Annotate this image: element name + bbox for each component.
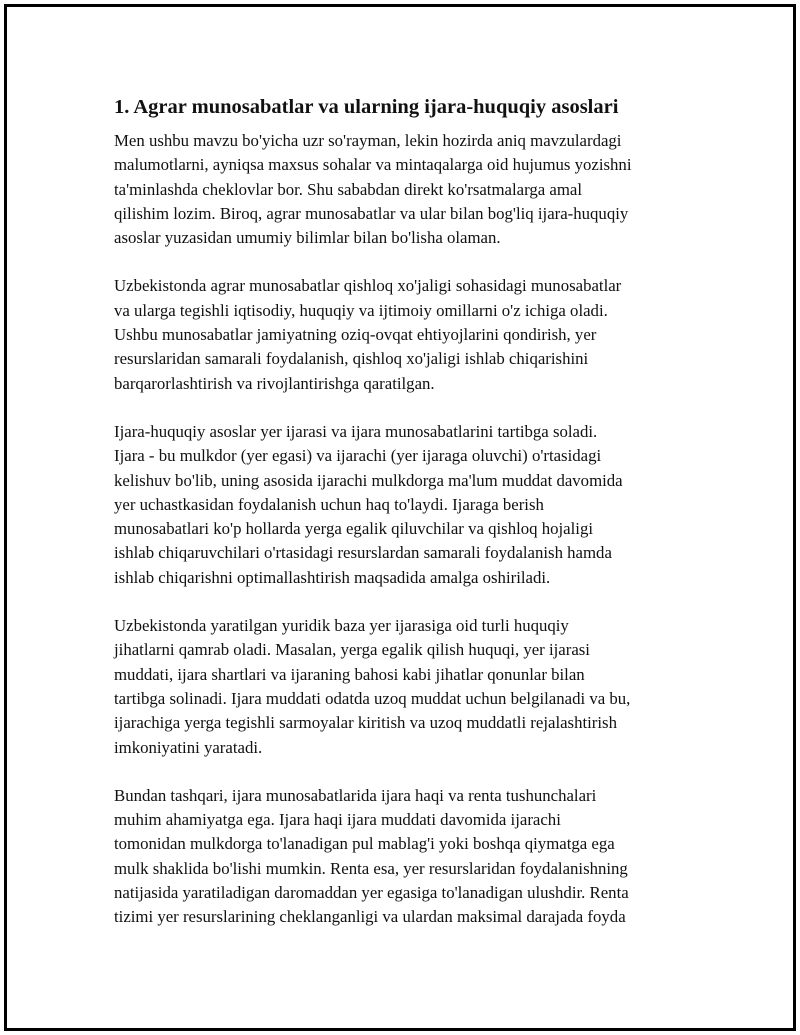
text-line: Ushbu munosabatlar jamiyatning oziq-ovqat ehtiyojlarini qondirish, yer	[114, 325, 597, 345]
paragraph-4	[114, 614, 694, 760]
text-line: resurslaridan samarali foydalanish, qishloq xo'jaligi ishlab chiqarishini	[114, 349, 589, 369]
text-line: munosabatlari ko'p hollarda yerga egalik qiluvchilar va qishloq hojaligi	[114, 519, 593, 539]
paragraph-2	[114, 274, 694, 395]
text-line: ta'minlashda cheklovlar bor. Shu sababdan direkt ko'rsatmalarga amal	[114, 179, 583, 199]
text-line: ijarachiga yerga tegishli sarmoyalar kiritish va uzoq muddatli rejalashtirish	[114, 713, 617, 733]
text-line: Ijara - bu mulkdor (yer egasi) va ijarachi (yer ijaraga oluvchi) o'rtasidagi	[114, 446, 602, 466]
paragraph-1	[114, 129, 694, 250]
text-line: tartibga solinadi. Ijara muddati odatda uzoq muddat uchun belgilanadi va bu,	[114, 688, 631, 708]
text-line: mulk shaklida bo'lishi mumkin. Renta esa, yer resurslaridan foydalanishning	[114, 858, 628, 878]
text-line: kelishuv bo'lib, uning asosida ijarachi mulkdorga ma'lum muddat davomida	[114, 470, 623, 490]
text-line: qilishim lozim. Biroq, agrar munosabatlar va ular bilan bog'liq ijara-huquqiy	[114, 203, 629, 223]
text-line: Bundan tashqari, ijara munosabatlarida ijara haqi va renta tushunchalari	[114, 785, 597, 805]
text-line: muddati, ijara shartlari va ijaraning bahosi kabi jihatlar qonunlar bilan	[114, 664, 585, 684]
text-line: tizimi yer resurslarining cheklanganligi va ulardan maksimal darajada foyda	[114, 907, 626, 927]
text-line: va ularga tegishli iqtisodiy, huquqiy va ijtimoiy omillarni o'z ichiga oladi.	[114, 300, 608, 320]
text-line: jihatlarni qamrab oladi. Masalan, yerga egalik qilish huquqi, yer ijarasi	[114, 640, 590, 660]
text-line: muhim ahamiyatga ega. Ijara haqi ijara muddati davomida ijarachi	[114, 810, 561, 830]
text-line: asoslar yuzasidan umumiy bilimlar bilan bo'lisha olaman.	[114, 228, 501, 248]
text-line: tomonidan mulkdorga to'lanadigan pul mablag'i yoki boshqa qiymatga ega	[114, 834, 615, 854]
text-line: imkoniyatini yaratadi.	[114, 737, 263, 757]
paragraph-5	[114, 784, 694, 930]
text-line: Uzbekistonda yaratilgan yuridik baza yer ijarasiga oid turli huquqiy	[114, 616, 569, 636]
text-line: yer uchastkasidan foydalanish uchun haq to'laydi. Ijaraga berish	[114, 494, 544, 514]
document-body	[114, 94, 694, 954]
text-line: Uzbekistonda agrar munosabatlar qishloq xo'jaligi sohasidagi munosabatlar	[114, 276, 622, 296]
text-line: Ijara-huquqiy asoslar yer ijarasi va ijara munosabatlarini tartibga soladi.	[114, 421, 598, 441]
section-heading: 1. Agrar munosabatlar va ularning ijara-huquqiy asoslari	[114, 96, 619, 118]
paragraph-3	[114, 420, 694, 590]
text-line: ishlab chiqarishni optimallashtirish maqsadida amalga oshiriladi.	[114, 567, 551, 587]
text-line: barqarorlashtirish va rivojlantirishga qaratilgan.	[114, 373, 435, 393]
text-line: Men ushbu mavzu bo'yicha uzr so'rayman, lekin hozirda aniq mavzulardagi	[114, 131, 622, 150]
text-line: natijasida yaratiladigan daromaddan yer egasiga to'lanadigan ulushdir. Renta	[114, 883, 629, 903]
text-line: ishlab chiqaruvchilari o'rtasidagi resurslardan samarali foydalanish hamda	[114, 543, 612, 563]
text-line: malumotlarni, ayniqsa maxsus sohalar va mintaqalarga oid hujumus yozishni	[114, 155, 632, 175]
